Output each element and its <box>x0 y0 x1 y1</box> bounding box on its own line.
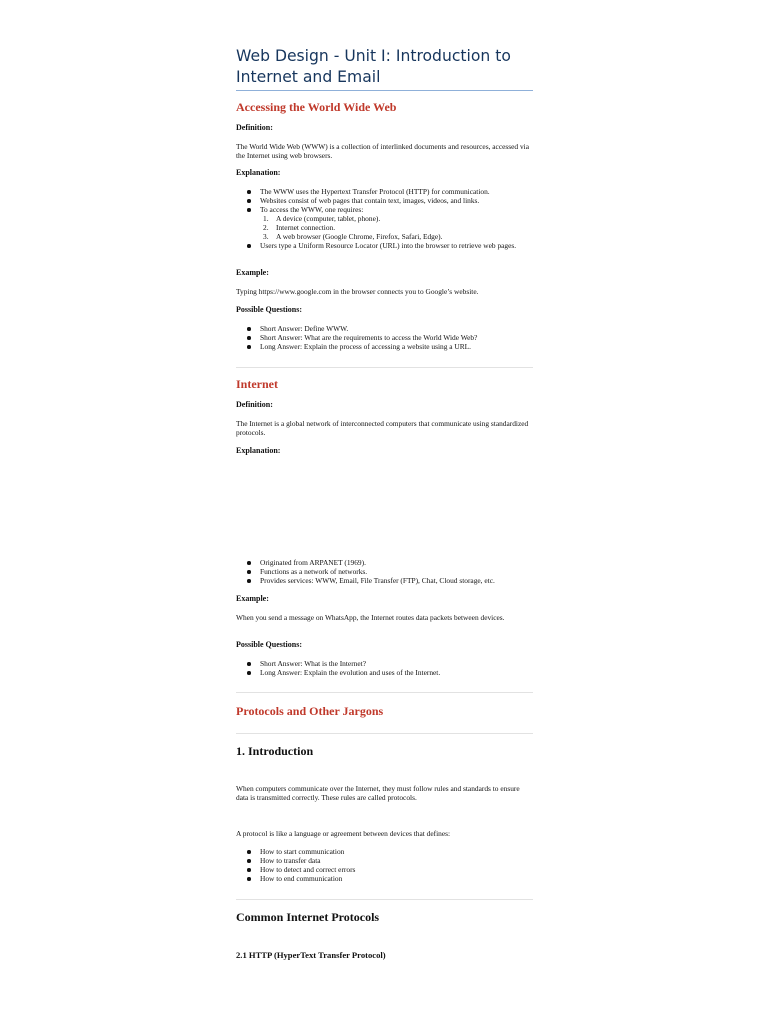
definition-label: Definition: <box>236 123 273 132</box>
section-separator <box>236 692 533 693</box>
intro-paragraph: A protocol is like a language or agreement between devices that defines: <box>236 829 451 838</box>
numbered-item: 3. A web browser (Google Chrome, Firefox, Safari, Edge). <box>263 232 443 241</box>
explanation-label: Explanation: <box>236 168 281 177</box>
explanation-list <box>260 187 533 214</box>
page-title: Web Design - Unit I: Introduction to Internet and Email <box>236 47 511 86</box>
list-item: Short Answer: Define WWW. <box>260 324 533 333</box>
definition-text: The World Wide Web (WWW) is a collection of interlinked documents and resources, accessed via the Internet using web browsers. <box>236 142 530 160</box>
questions-list <box>260 659 533 677</box>
definition-text: The Internet is a global network of interconnected computers that communicate using standardized protocols. <box>236 419 529 437</box>
title-underline <box>236 90 533 91</box>
list-item: Short Answer: What are the requirements to access the World Wide Web? <box>260 333 533 342</box>
sub-heading-http: 2.1 HTTP (HyperText Transfer Protocol) <box>236 950 386 960</box>
requirements-list <box>263 214 533 241</box>
section-heading-internet: Internet <box>236 377 278 391</box>
list-item: Functions as a network of networks. <box>260 567 533 576</box>
list-item: To access the WWW, one requires: <box>260 205 533 214</box>
questions-label: Possible Questions: <box>236 305 303 314</box>
list-item: How to transfer data <box>260 856 533 865</box>
list-item: How to start communication <box>260 847 533 856</box>
definition-label: Definition: <box>236 400 273 409</box>
intro-paragraph: When computers communicate over the Internet, they must follow rules and standards to ensure data is transmitted correctly. These rules are called protocols. <box>236 784 520 802</box>
example-text: When you send a message on WhatsApp, the Internet routes data packets between devices. <box>236 613 505 622</box>
example-label: Example: <box>236 268 269 277</box>
explanation-list-continued <box>260 241 533 250</box>
example-label: Example: <box>236 594 269 603</box>
questions-list <box>260 324 533 351</box>
protocol-defines-list <box>260 847 533 883</box>
section-heading-www: Accessing the World Wide Web <box>236 100 397 114</box>
list-item: How to detect and correct errors <box>260 865 533 874</box>
explanation-label: Explanation: <box>236 446 281 455</box>
list-item: Short Answer: What is the Internet? <box>260 659 533 668</box>
list-item: Long Answer: Explain the process of accessing a website using a URL. <box>260 342 533 351</box>
section-separator <box>236 367 533 368</box>
section-heading-common-protocols: Common Internet Protocols <box>236 910 380 924</box>
questions-label: Possible Questions: <box>236 640 303 649</box>
list-item: The WWW uses the Hypertext Transfer Protocol (HTTP) for communication. <box>260 187 533 196</box>
list-item: Users type a Uniform Resource Locator (URL) into the browser to retrieve web pages. <box>260 241 533 250</box>
section-heading-introduction: 1. Introduction <box>236 744 314 758</box>
numbered-item: 2. Internet connection. <box>263 223 336 232</box>
list-item: Websites consist of web pages that contain text, images, videos, and links. <box>260 196 533 205</box>
list-item: Originated from ARPANET (1969). <box>260 558 533 567</box>
list-item: How to end communication <box>260 874 533 883</box>
section-separator <box>236 899 533 900</box>
example-text: Typing https://www.google.com in the browser connects you to Google’s website. <box>236 287 479 296</box>
section-heading-protocols: Protocols and Other Jargons <box>236 704 384 718</box>
explanation-list <box>260 558 533 585</box>
section-separator <box>236 733 533 734</box>
list-item: Provides services: WWW, Email, File Transfer (FTP), Chat, Cloud storage, etc. <box>260 576 533 585</box>
list-item: Long Answer: Explain the evolution and uses of the Internet. <box>260 668 533 677</box>
numbered-item: 1. A device (computer, tablet, phone). <box>263 214 381 223</box>
